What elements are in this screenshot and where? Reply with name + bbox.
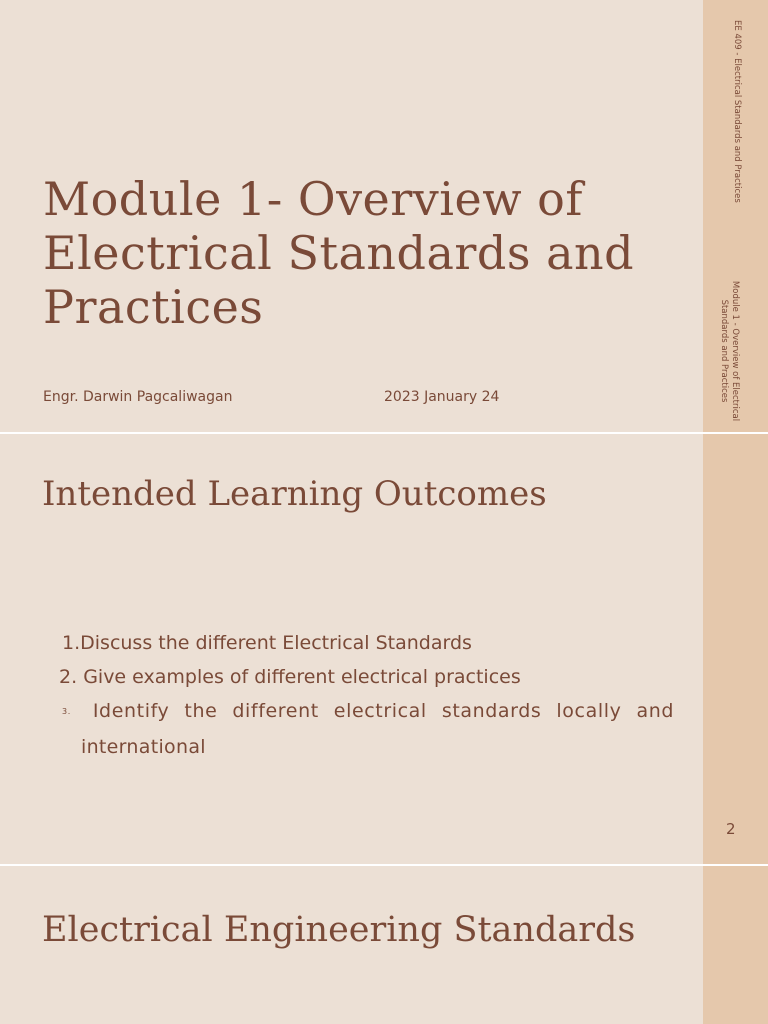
slide-sidebar [703,866,768,1024]
slide-content [0,434,703,864]
page-number: 2 [726,820,736,838]
slide-heading: Electrical Engineering Standards [42,910,636,950]
slide-title [0,0,768,432]
outcomes-list [59,626,674,765]
list-text-continuation: international [81,735,206,758]
slide-content [0,0,703,432]
list-number: 2. [59,666,78,688]
list-text: Give examples of different electrical practices [83,666,521,688]
list-number: 1. [62,632,81,654]
list-item [62,694,674,765]
sidebar-course-label: EE 409 - Electrical Standards and Practices [732,20,742,203]
list-item [59,660,674,694]
list-text-line [62,694,674,729]
slide-content [0,866,703,1024]
list-text: Discuss the different Electrical Standards [80,632,472,654]
slide-title-heading: Module 1- Overview of Electrical Standards and Practices [43,172,635,334]
author-name: Engr. Darwin Pagcaliwagan [43,389,233,405]
list-number: 3. [62,706,71,716]
slide-heading: Intended Learning Outcomes [42,474,547,514]
slide-sidebar [703,434,768,864]
list-item [62,626,674,660]
sidebar-module-label: Module 1 - Overview of Electrical Standards and Practices [719,280,740,422]
presentation-date: 2023 January 24 [384,389,500,405]
slide-standards [0,866,768,1024]
slide-learning-outcomes [0,434,768,864]
list-text: Identify the different electrical standards locally and [92,700,674,722]
